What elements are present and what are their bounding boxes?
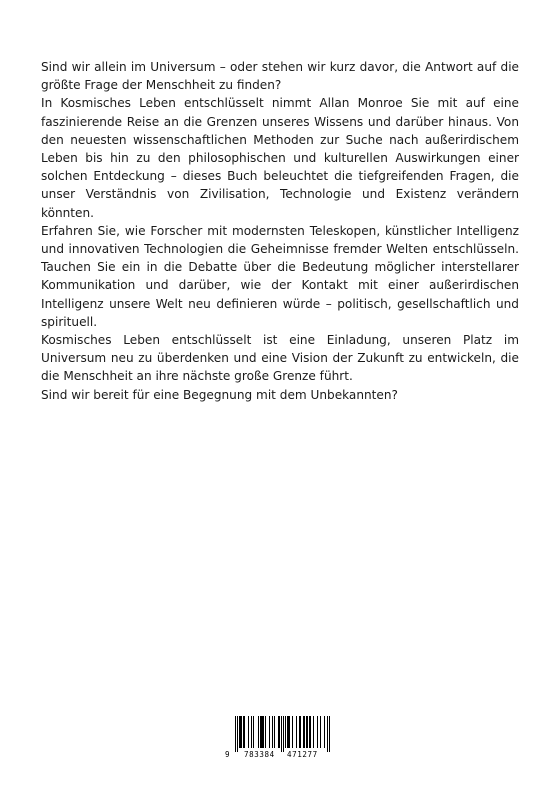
blurb-text: [41, 58, 519, 404]
barcode-bar: [320, 716, 321, 748]
barcode-guard-bar: [237, 716, 238, 752]
barcode-bar: [309, 716, 310, 748]
barcode-bar: [274, 716, 275, 748]
barcode-digits: [225, 749, 337, 761]
barcode-right-group: 471277: [287, 750, 318, 759]
barcode-bar: [263, 716, 264, 748]
barcode-guard-bar: [281, 716, 282, 752]
barcode-bar: [287, 716, 288, 748]
barcode-guard-bar: [283, 716, 284, 752]
blurb-paragraph-book-overview: In Kosmisches Leben entschlüsselt nimmt Allan Monroe Sie mit auf eine faszinierende Reise an die Grenzen unseres Wissens und darüber hinaus. Von den neuesten wissenschaftlichen Methoden zur Suche nach außerirdischem Leben bis hin zu den philosophischen und kulturellen Auswirkungen einer solchen Entdeckung – dieses Buch beleuchtet die tiefgreifenden Fragen, die unser Verständnis von Zivilisation, Technologie und Existenz verändern könnten.: [41, 96, 519, 220]
barcode-bar: [248, 716, 249, 748]
barcode-guard-bar: [235, 716, 236, 752]
barcode-bar: [313, 716, 314, 748]
barcode-bar: [261, 716, 262, 748]
barcode-bar: [243, 716, 244, 748]
barcode-bar: [258, 716, 259, 748]
barcode-guard-bar: [327, 716, 328, 752]
barcode-bar: [310, 716, 311, 748]
barcode-bar: [262, 716, 263, 748]
barcode-bar: [317, 716, 318, 748]
barcode-bar: [253, 716, 254, 748]
blurb-paragraph-intro-question: Sind wir allein im Universum – oder stehen wir kurz davor, die Antwort auf die größte Frage der Menschheit zu finden?: [41, 60, 519, 93]
barcode-bar: [272, 716, 273, 748]
barcode-bar: [265, 716, 266, 748]
barcode-left-group: 783384: [244, 750, 275, 759]
barcode-bar: [251, 716, 252, 748]
barcode-bar: [269, 716, 270, 748]
barcode-bar: [241, 716, 242, 748]
barcode-bar: [288, 716, 289, 748]
barcode-bar: [239, 716, 240, 748]
barcode-bar: [303, 716, 304, 748]
barcode-bar: [240, 716, 241, 748]
barcode-bar: [292, 716, 293, 748]
barcode-bar: [260, 716, 261, 748]
blurb-paragraph-research: Erfahren Sie, wie Forscher mit modernsten Teleskopen, künstlicher Intelligenz und innovativen Technologien die Geheimnisse fremder Welten entschlüsseln. Tauchen Sie ein in die Debatte über die Bedeutung möglicher interstellarer Kommunikation und darüber, wie der Kontakt mit einer außerirdischen Intelligenz unsere Welt neu definieren würde – politisch, gesellschaftlich und spirituell.: [41, 223, 519, 329]
blurb-paragraph-closing-question: Sind wir bereit für eine Begegnung mit dem Unbekannten?: [41, 387, 398, 402]
barcode-bar: [296, 716, 297, 748]
barcode-bar: [299, 716, 300, 748]
barcode-first-digit: 9: [225, 750, 230, 759]
barcode-bars: [225, 713, 337, 753]
barcode-bar: [307, 716, 308, 748]
barcode-bar: [304, 716, 305, 748]
barcode-bar: [279, 716, 280, 748]
isbn-barcode: [225, 713, 337, 763]
barcode-bar: [289, 716, 290, 748]
barcode-bar: [244, 716, 245, 748]
barcode-bar: [324, 716, 325, 748]
barcode-bar: [278, 716, 279, 748]
barcode-bar: [300, 716, 301, 748]
barcode-guard-bar: [329, 716, 330, 752]
barcode-bar: [285, 716, 286, 748]
barcode-bar: [306, 716, 307, 748]
blurb-paragraph-invitation: Kosmisches Leben entschlüsselt ist eine Einladung, unseren Platz im Universum neu zu überdenken und eine Vision der Zukunft zu entwickeln, die die Menschheit an ihre nächste große Grenze führt.: [41, 333, 519, 384]
